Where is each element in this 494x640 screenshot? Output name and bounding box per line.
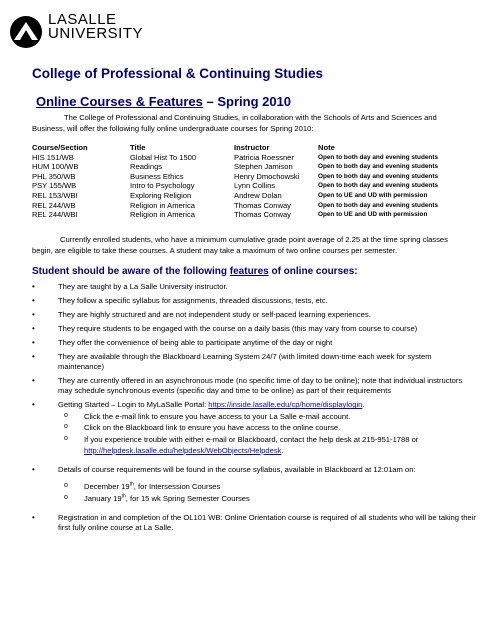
portal-login-link[interactable]: https://inside.lasalle.edu/cp/home/displaylogin bbox=[208, 400, 363, 410]
course-details-text: Details of course requirements will be found in the course syllabus, available in Blackboard at 12:01am on: bbox=[58, 465, 416, 475]
eligibility-paragraph bbox=[32, 235, 476, 256]
list-item: • They are highly structured and are not independent study or self-paced learning experiences. bbox=[32, 310, 478, 320]
eligibility-line-2: begin, are eligible to take these courses. A student may take a maximum of two online courses per semester. bbox=[32, 245, 398, 255]
intersession-label: , for Intersession Courses bbox=[133, 481, 221, 491]
college-title: College of Professional & Continuing Studies bbox=[32, 66, 324, 81]
subheading-rest: – Spring 2010 bbox=[202, 94, 292, 109]
table-row bbox=[32, 191, 478, 201]
course-instructor: Henry Dmochowski bbox=[234, 171, 300, 181]
course-section: PSY 155/WB bbox=[32, 181, 77, 191]
intro-paragraph bbox=[32, 113, 472, 134]
course-title: Readings bbox=[130, 162, 163, 172]
list-item-course-details bbox=[32, 465, 478, 504]
logo-text-line2: UNIVERSITY bbox=[48, 25, 144, 42]
header-course-section: Course/Section bbox=[32, 143, 88, 152]
intro-line-2: Business, will offer the following fully online undergraduate courses for Spring 2010: bbox=[32, 123, 314, 133]
helpdesk-link[interactable]: http://helpdesk.lasalle.edu/helpdesk/WebObjects/Helpdesk bbox=[84, 445, 282, 455]
list-item-getting-started bbox=[32, 400, 478, 456]
page-subheading bbox=[36, 94, 291, 109]
features-heading-underlined: features bbox=[229, 266, 269, 277]
course-note: Open to UE and UD with permission bbox=[318, 211, 428, 219]
header-instructor: Instructor bbox=[234, 143, 270, 152]
course-section: HUM 100/WB bbox=[32, 162, 79, 172]
intersession-date-suffix: th bbox=[129, 481, 134, 488]
list-item-orientation: • Registration in and completion of the OL101 WB: Online Orientation course is required of all students who will be taking their first fully online course at La Salle. bbox=[32, 513, 478, 534]
course-title: Business Ethics bbox=[130, 171, 184, 181]
list-item: • They are available through the Blackboard Learning System 24/7 (with limited down-time each week for system maintenance) bbox=[32, 352, 478, 373]
course-table-header bbox=[32, 143, 478, 153]
list-item: • They are currently offered in an asynchronous mode (no specific time of day to be online); note that individual instructors may schedule synchronous events (specific day and time to be online) as part of their requirements bbox=[32, 376, 478, 397]
course-details-sublist bbox=[58, 482, 478, 504]
course-note: Open to both day and evening students bbox=[318, 172, 439, 180]
intro-line-1: The College of Professional and Continuing Studies, in collaboration with the Schools of Arts and Sciences and bbox=[64, 113, 437, 122]
course-title: Religion in America bbox=[130, 200, 195, 210]
course-note: Open to UE and UD with permission bbox=[318, 191, 428, 199]
course-table bbox=[32, 143, 478, 220]
table-row bbox=[32, 201, 478, 211]
course-section: HIS 151/WB bbox=[32, 152, 74, 162]
features-heading bbox=[32, 266, 358, 277]
course-instructor: Patricia Roessner bbox=[234, 152, 294, 162]
table-row bbox=[32, 153, 478, 163]
getting-started-end: . bbox=[362, 400, 365, 410]
list-item: • They are taught by a La Salle University instructor. bbox=[32, 282, 478, 292]
sub-list-item: o Click the e-mail link to ensure you have access to your La Salle e-mail account. bbox=[58, 412, 478, 422]
course-title: Intro to Psychology bbox=[130, 181, 195, 191]
course-instructor: Lynn Collins bbox=[234, 181, 276, 191]
list-item: • They offer the convenience of being able to participate anytime of the day or night bbox=[32, 338, 478, 348]
spring-date: January 19 bbox=[84, 493, 122, 503]
course-note: Open to both day and evening students bbox=[318, 153, 439, 161]
course-note: Open to both day and evening students bbox=[318, 182, 439, 190]
helpdesk-end: . bbox=[281, 445, 284, 455]
getting-started-text: Getting Started – Login to MyLaSalle Portal: bbox=[58, 400, 209, 410]
course-title: Global Hist To 1500 bbox=[130, 152, 197, 162]
features-heading-after: of online courses: bbox=[268, 266, 358, 277]
lasalle-emblem-icon bbox=[8, 14, 44, 50]
table-row bbox=[32, 172, 478, 182]
list-item: • They follow a specific syllabus for assignments, threaded discussions, tests, etc. bbox=[32, 296, 478, 306]
sub-list-item bbox=[58, 482, 478, 492]
table-row bbox=[32, 181, 478, 191]
eligibility-line-1: Currently enrolled students, who have a minimum cumulative grade point average of 2.25 at the time spring classes bbox=[60, 235, 448, 244]
sub-list-item: o Click on the Blackboard link to ensure you have access to the online course. bbox=[58, 423, 478, 433]
course-section: REL 244/WBI bbox=[32, 210, 78, 220]
course-section: PHL 350/WB bbox=[32, 171, 76, 181]
subheading-main: Online Courses & Features bbox=[36, 94, 203, 109]
course-section: REL 153/WBI bbox=[32, 190, 78, 200]
course-title: Exploring Religion bbox=[130, 190, 192, 200]
course-note: Open to both day and evening students bbox=[318, 163, 439, 171]
course-instructor: Thomas Conway bbox=[234, 210, 291, 220]
course-instructor: Thomas Conway bbox=[234, 200, 291, 210]
sub-list-item bbox=[58, 494, 478, 504]
logo-text-line1: LASALLE bbox=[48, 11, 117, 28]
course-instructor: Andrew Dolan bbox=[234, 190, 282, 200]
sub-list-item-helpdesk bbox=[58, 435, 478, 456]
course-note: Open to both day and evening students bbox=[318, 201, 439, 209]
course-title: Religion in America bbox=[130, 210, 195, 220]
helpdesk-text: If you experience trouble with either e-mail or Blackboard, contact the help desk at 215-951-1788 or bbox=[84, 435, 419, 445]
features-list bbox=[32, 282, 478, 537]
header-title: Title bbox=[130, 143, 146, 152]
list-item: • They require students to be engaged with the course on a daily basis (this may vary from course to course) bbox=[32, 324, 478, 334]
table-row bbox=[32, 162, 478, 172]
course-instructor: Stephen Jamison bbox=[234, 162, 293, 172]
spring-label: , for 15 wk Spring Semester Courses bbox=[125, 493, 250, 503]
course-section: REL 244/WB bbox=[32, 200, 76, 210]
table-row bbox=[32, 210, 478, 220]
getting-started-sublist bbox=[58, 412, 478, 457]
intersession-date: December 19 bbox=[84, 481, 130, 491]
spring-date-suffix: th bbox=[121, 492, 126, 499]
header-note: Note bbox=[318, 143, 335, 152]
university-logo bbox=[8, 12, 228, 52]
features-heading-before: Student should be aware of the following bbox=[32, 266, 230, 277]
